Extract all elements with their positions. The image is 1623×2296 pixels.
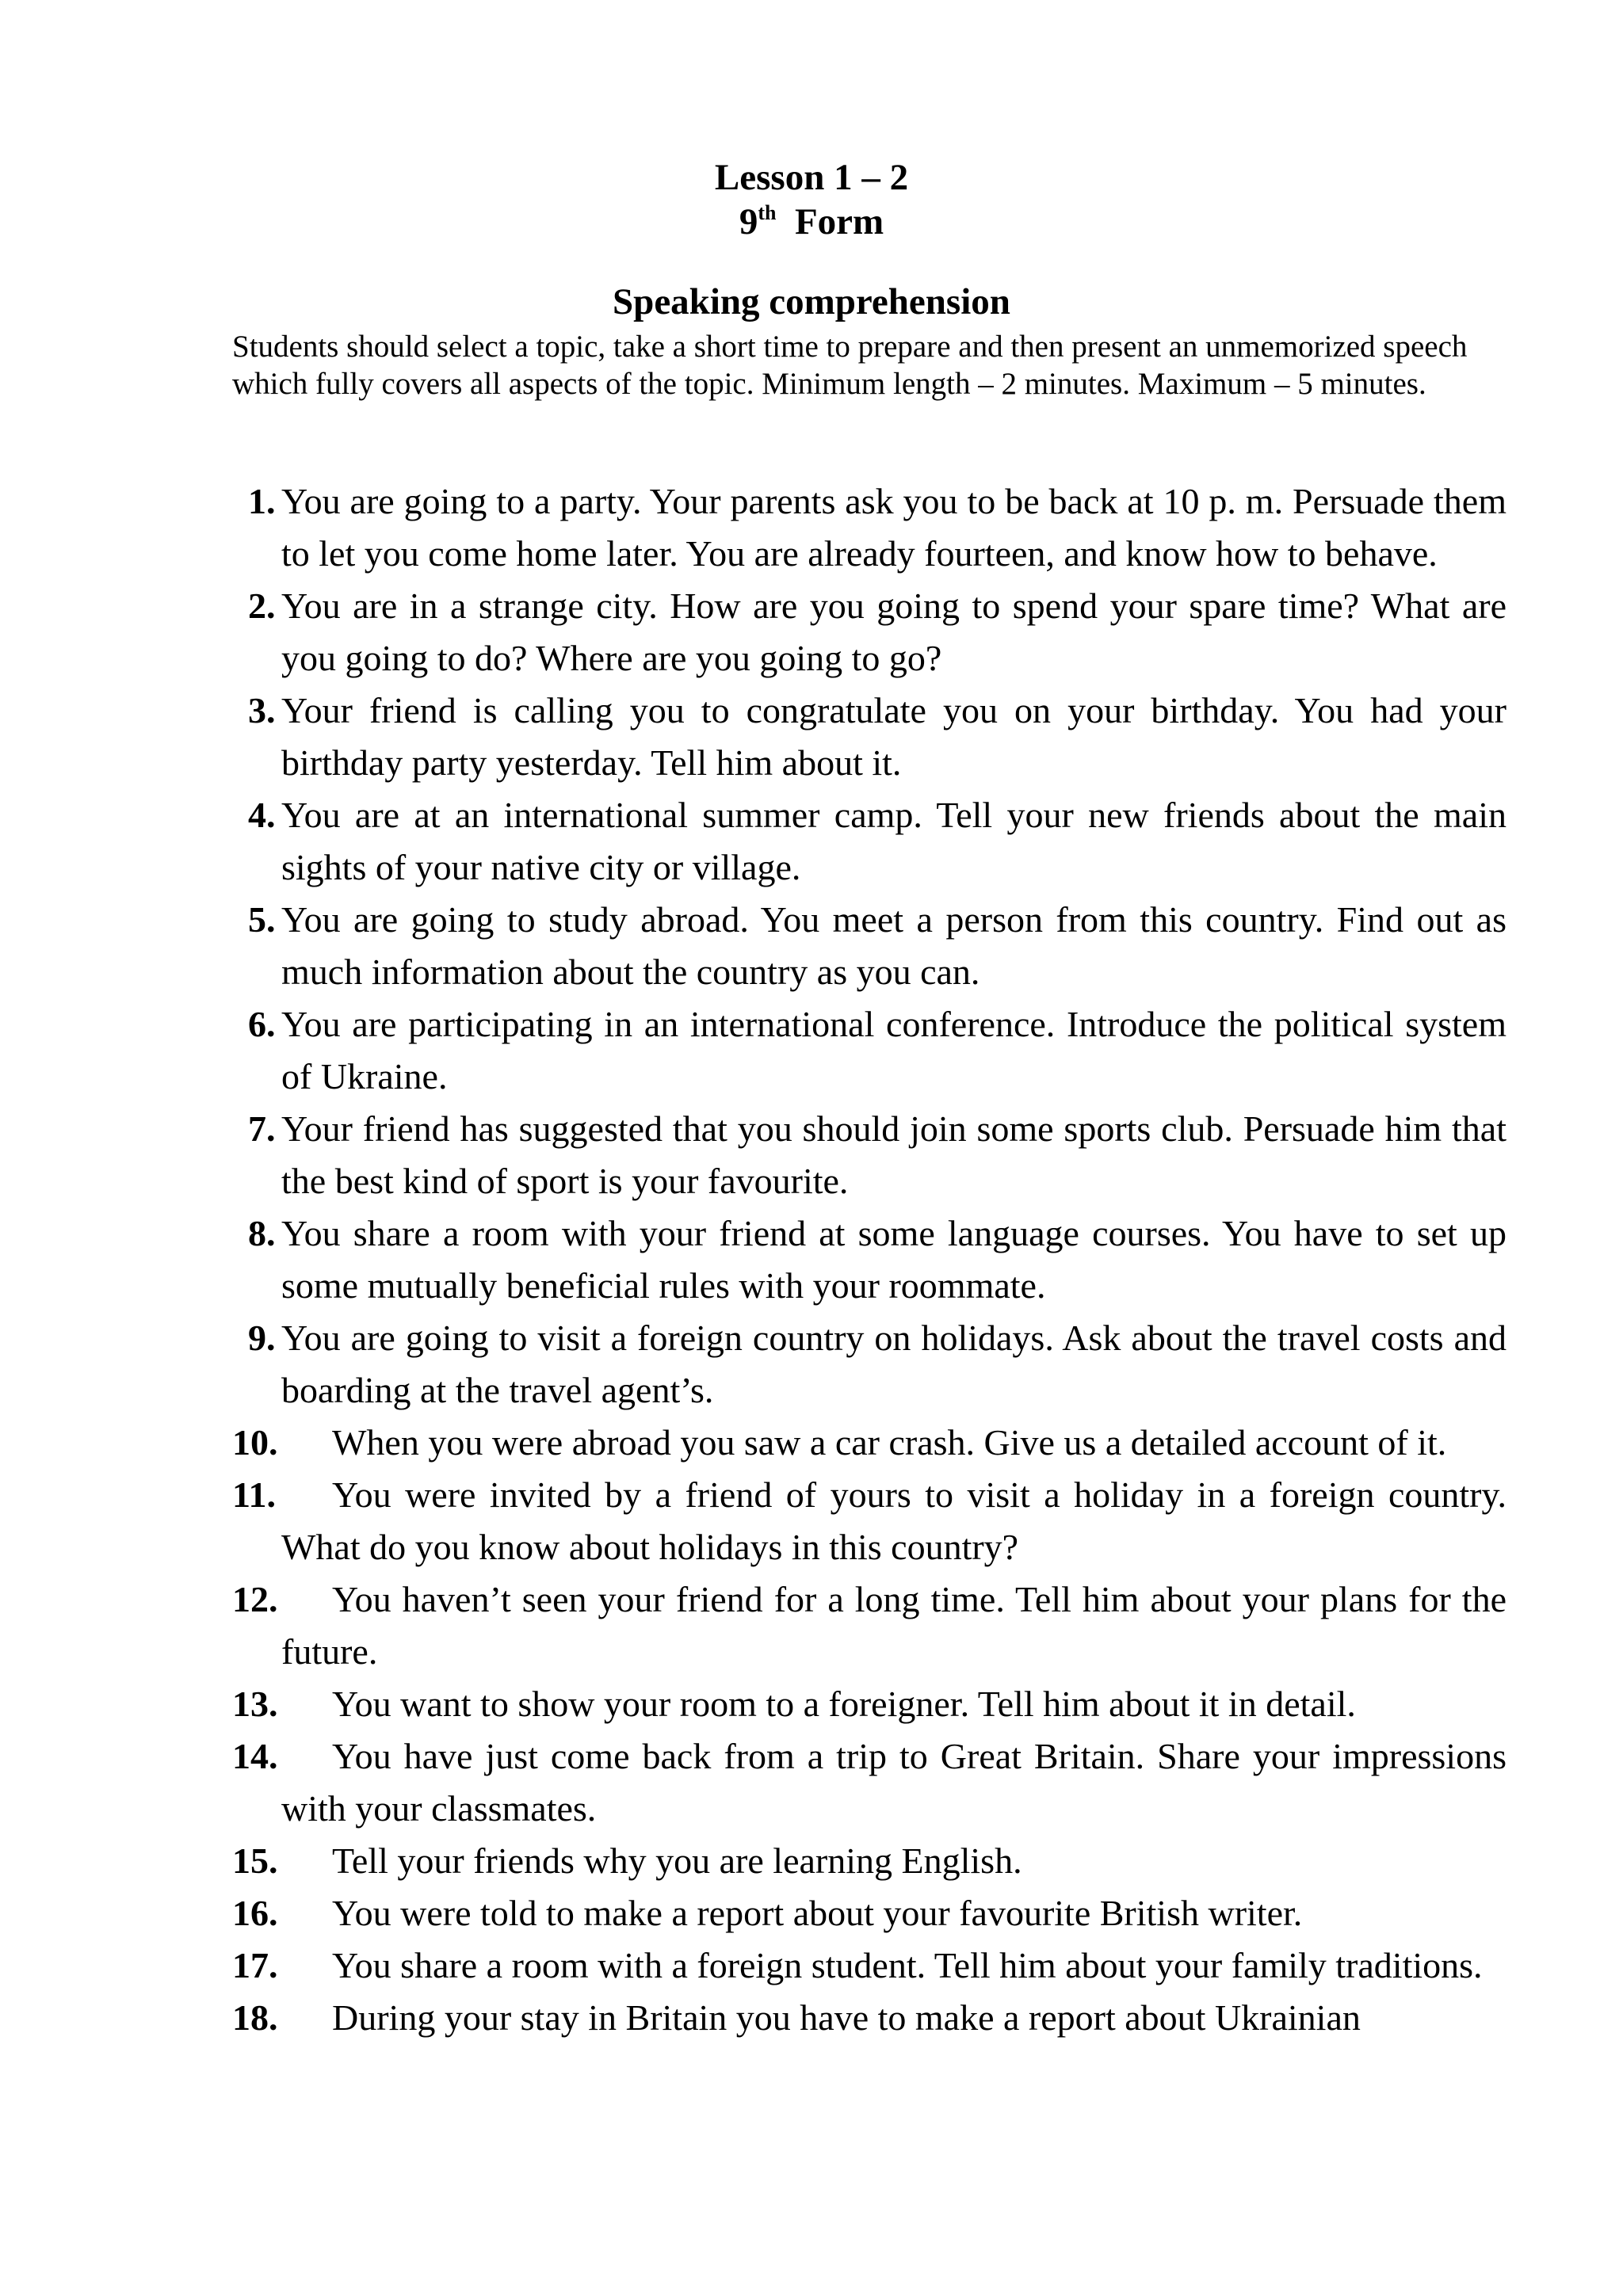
form-word: Form (794, 201, 884, 242)
topic-number: 12. (232, 1579, 278, 1619)
topic-text: During your stay in Britain you have to make a report about Ukrainian (332, 1997, 1361, 2038)
topic-list (232, 475, 1507, 2044)
lesson-header (0, 155, 1623, 244)
topic-text: You were told to make a report about your favourite British writer. (332, 1893, 1303, 1933)
topic-number: 2. (248, 585, 276, 626)
topic-number: 18. (232, 1997, 278, 2038)
topic-text: You were invited by a friend of yours to visit a holiday in a foreign country. What do you know about holidays in this country? (281, 1474, 1507, 1567)
topic-item (232, 1939, 1507, 1992)
topic-number: 15. (232, 1840, 278, 1881)
topic-text: You haven’t seen your friend for a long time. Tell him about your plans for the future. (281, 1579, 1507, 1672)
form-line (0, 200, 1623, 244)
topic-number: 9. (248, 1318, 276, 1358)
topic-item (232, 475, 1507, 580)
section-title: Speaking comprehension (613, 281, 1010, 322)
topic-text: When you were abroad you saw a car crash. Give us a detailed account of it. (332, 1422, 1447, 1463)
topic-number: 1. (248, 481, 276, 521)
topic-number: 6. (248, 1004, 276, 1044)
instructions-paragraph: Students should select a topic, take a short time to prepare and then present an unmemorized speech which fully covers all aspects of the topic. Minimum length – 2 minutes. Maximum – 5 minutes. (232, 330, 1468, 401)
topic-item (232, 685, 1507, 789)
topic-text: You are participating in an international conference. Introduce the political system of Ukraine. (281, 1004, 1507, 1097)
topic-text: You are going to visit a foreign country on holidays. Ask about the travel costs and boarding at the travel agent’s. (281, 1318, 1507, 1410)
topic-number: 14. (232, 1736, 278, 1776)
topic-text: Your friend has suggested that you should join some sports club. Persuade him that the best kind of sport is your favourite. (281, 1108, 1507, 1201)
topic-text: Tell your friends why you are learning English. (332, 1840, 1022, 1881)
topic-item (232, 1103, 1507, 1207)
form-suffix: th (758, 201, 777, 224)
topic-text: Your friend is calling you to congratulate you on your birthday. You had your birthday party yesterday. Tell him about it. (281, 690, 1507, 783)
topic-text: You are going to study abroad. You meet a person from this country. Find out as much information about the country as you can. (281, 899, 1507, 992)
topic-item (232, 1573, 1507, 1678)
topic-text: You have just come back from a trip to Great Britain. Share your impressions with your classmates. (281, 1736, 1507, 1829)
topic-item (232, 1207, 1507, 1312)
topic-item (232, 1417, 1507, 1469)
topic-item (232, 1992, 1507, 2044)
topic-item (232, 1887, 1507, 1939)
topic-item (232, 1730, 1507, 1835)
topic-text: You want to show your room to a foreigner. Tell him about it in detail. (332, 1684, 1356, 1724)
topic-item (232, 1469, 1507, 1573)
topic-text: You are at an international summer camp. Tell your new friends about the main sights of your native city or village. (281, 795, 1507, 887)
topic-number: 3. (248, 690, 276, 730)
topic-text: You share a room with your friend at some language courses. You have to set up some mutually beneficial rules with your roommate. (281, 1213, 1507, 1306)
topic-number: 17. (232, 1945, 278, 1985)
topic-number: 16. (232, 1893, 278, 1933)
topic-item (232, 894, 1507, 998)
topic-number: 8. (248, 1213, 276, 1253)
topic-item (232, 1678, 1507, 1730)
topic-item (232, 1312, 1507, 1417)
lesson-title: Lesson 1 – 2 (714, 157, 909, 198)
topic-item (232, 580, 1507, 685)
topic-number: 10. (232, 1422, 278, 1463)
form-number: 9 (739, 201, 758, 242)
topic-item (232, 998, 1507, 1103)
topic-number: 4. (248, 795, 276, 835)
topic-number: 7. (248, 1108, 276, 1149)
topic-number: 5. (248, 899, 276, 940)
topic-number: 13. (232, 1684, 278, 1724)
topic-item (232, 1835, 1507, 1887)
topic-text: You are in a strange city. How are you going to spend your spare time? What are you going to do? Where are you going to go? (281, 585, 1507, 678)
topic-number: 11. (232, 1474, 276, 1515)
topic-item (232, 789, 1507, 894)
topic-text: You are going to a party. Your parents ask you to be back at 10 p. m. Persuade them to let you come home later. You are already fourteen, and know how to behave. (281, 481, 1507, 574)
topic-text: You share a room with a foreign student. Tell him about your family traditions. (332, 1945, 1483, 1985)
